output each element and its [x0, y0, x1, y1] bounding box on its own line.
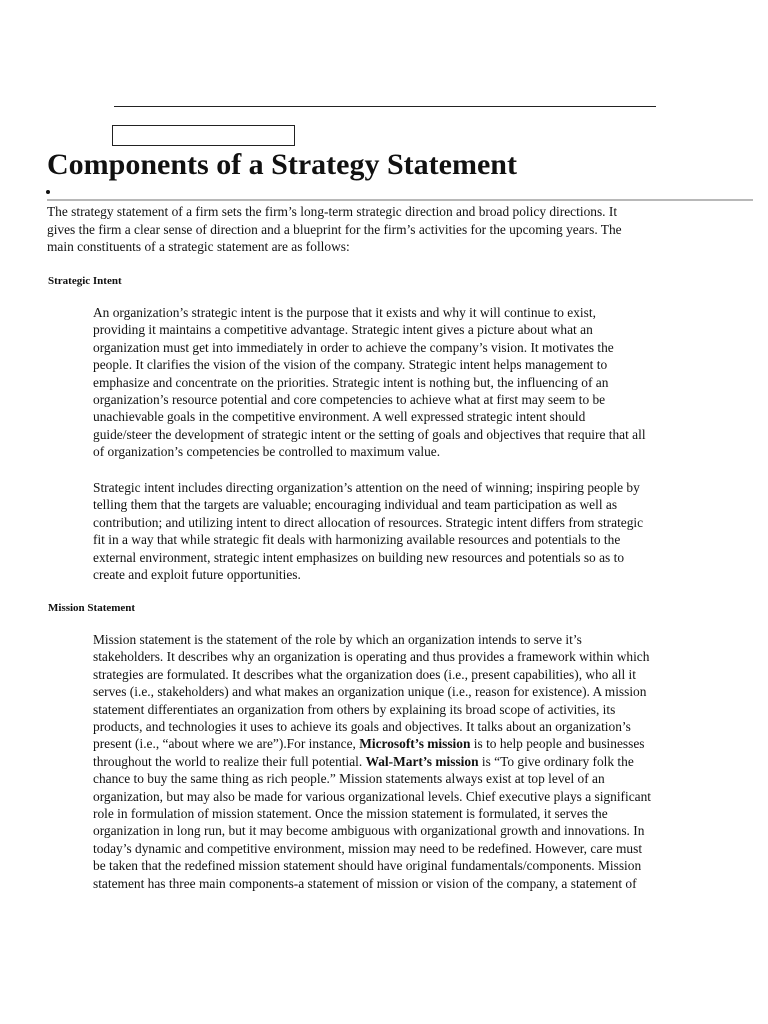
paragraph-line: serves (i.e., stakeholders) and what makes an organization unique (i.e., reason for existence). A mission: [93, 684, 647, 700]
paragraph-line: create and exploit future opportunities.: [93, 567, 301, 583]
paragraph-line: An organization’s strategic intent is the purpose that it exists and why it will continue to exist,: [93, 305, 596, 320]
paragraph-line: organization in long run, but it may become ambiguous with organizational growth and innovations. In: [93, 823, 645, 839]
paragraph-line: organization, but may also be made for various organizational levels. Chief executive plays a significant: [93, 788, 652, 804]
paragraph-line: providing it maintains a competitive advantage. Strategic intent gives a picture about what an: [93, 322, 593, 338]
line-text: throughout the world to realize their full potential.: [93, 753, 366, 769]
paragraph-line: people. It clarifies the vision of the vision of the company. Strategic intent helps management to: [93, 357, 608, 373]
paragraph-line: [93, 753, 733, 770]
microsoft-mission-bold: Microsoft’s mission: [359, 736, 471, 752]
intro-line: main constituents of a strategic statement are as follows:: [47, 239, 350, 254]
line-text: is to help people and businesses: [470, 736, 645, 752]
paragraph-line: be taken that the redefined mission statement should have original fundamentals/components. Mission: [93, 858, 642, 874]
paragraph-line: of organization’s competencies be controlled to maximum value.: [93, 444, 441, 460]
paragraph-line: role in formulation of mission statement. Once the mission statement is formulated, it serves the: [93, 806, 608, 822]
paragraph-line: guide/steer the development of strategic intent or the setting of goals and objectives that require that all: [93, 426, 646, 442]
top-rule: [114, 106, 656, 107]
strategic-intent-paragraph-2: [93, 479, 733, 583]
empty-text-box: [112, 125, 295, 146]
paragraph-line: today’s dynamic and competitive environment, mission may need to be redefined. However, care must: [93, 840, 643, 856]
paragraph-line: emphasize and concentrate on the priorities. Strategic intent is nothing but, the influencing of an: [93, 374, 609, 390]
walmart-mission-bold: Wal-Mart’s mission: [365, 753, 479, 769]
section-heading-strategic-intent: Strategic Intent: [48, 275, 122, 287]
paragraph-line: products, and technologies it uses to achieve its goals and objectives. It talks about an organization’s: [93, 719, 631, 735]
paragraph-line: statement has three main components-a statement of mission or vision of the company, a statement of: [93, 875, 637, 891]
line-text: is “To give ordinary folk the: [478, 753, 634, 769]
section-heading-mission-statement: Mission Statement: [48, 602, 136, 614]
paragraph-line: telling them that the targets are valuable; encouraging individual and team participation as well as: [93, 497, 618, 513]
line-text: present (i.e., “about where we are”).For instance,: [93, 736, 360, 752]
mission-statement-paragraph: [93, 631, 733, 892]
paragraph-line: statement differentiates an organization from others by explaining its broad scope of activities, its: [93, 701, 616, 717]
paragraph-line: external environment, strategic intent emphasizes on building new resources and potentials so as to: [93, 549, 625, 565]
paragraph-line: [93, 735, 733, 752]
title-divider: [47, 199, 753, 201]
paragraph-line: chance to buy the same thing as rich people.” Mission statements always exist at top level of an: [93, 771, 605, 787]
paragraph-line: contribution; and utilizing intent to direct allocation of resources. Strategic intent differs from strategic: [93, 514, 644, 530]
strategic-intent-paragraph-1: [93, 304, 733, 461]
paragraph-line: Mission statement is the statement of the role by which an organization intends to serve it’s: [93, 632, 582, 647]
intro-line: gives the firm a clear sense of direction and a blueprint for the firm’s activities for the upcoming years. The: [47, 221, 622, 237]
paragraph-line: Strategic intent includes directing organization’s attention on the need of winning; inspiring people by: [93, 480, 640, 495]
intro-paragraph: [47, 203, 757, 256]
paragraph-line: stakeholders. It describes why an organization is operating and thus provides a framework within which: [93, 649, 650, 665]
paragraph-line: organization’s resource potential and core competencies to achieve what at first may seem to be: [93, 392, 606, 408]
paragraph-line: strategies are formulated. It describes what the organization does (i.e., present capabilities), who all it: [93, 666, 637, 682]
paragraph-line: fit in a way that while strategic fit deals with harmonizing available resources and potentials to the: [93, 532, 621, 548]
paragraph-line: organization must get into immediately in order to achieve the company’s vision. It motivates the: [93, 339, 614, 355]
page-title: Components of a Strategy Statement: [47, 148, 517, 181]
intro-line: The strategy statement of a firm sets the firm’s long-term strategic direction and broad policy directions. It: [47, 204, 618, 219]
bullet-dot: [46, 190, 50, 194]
paragraph-line: unachievable goals in the competitive environment. A well expressed strategic intent should: [93, 409, 586, 425]
